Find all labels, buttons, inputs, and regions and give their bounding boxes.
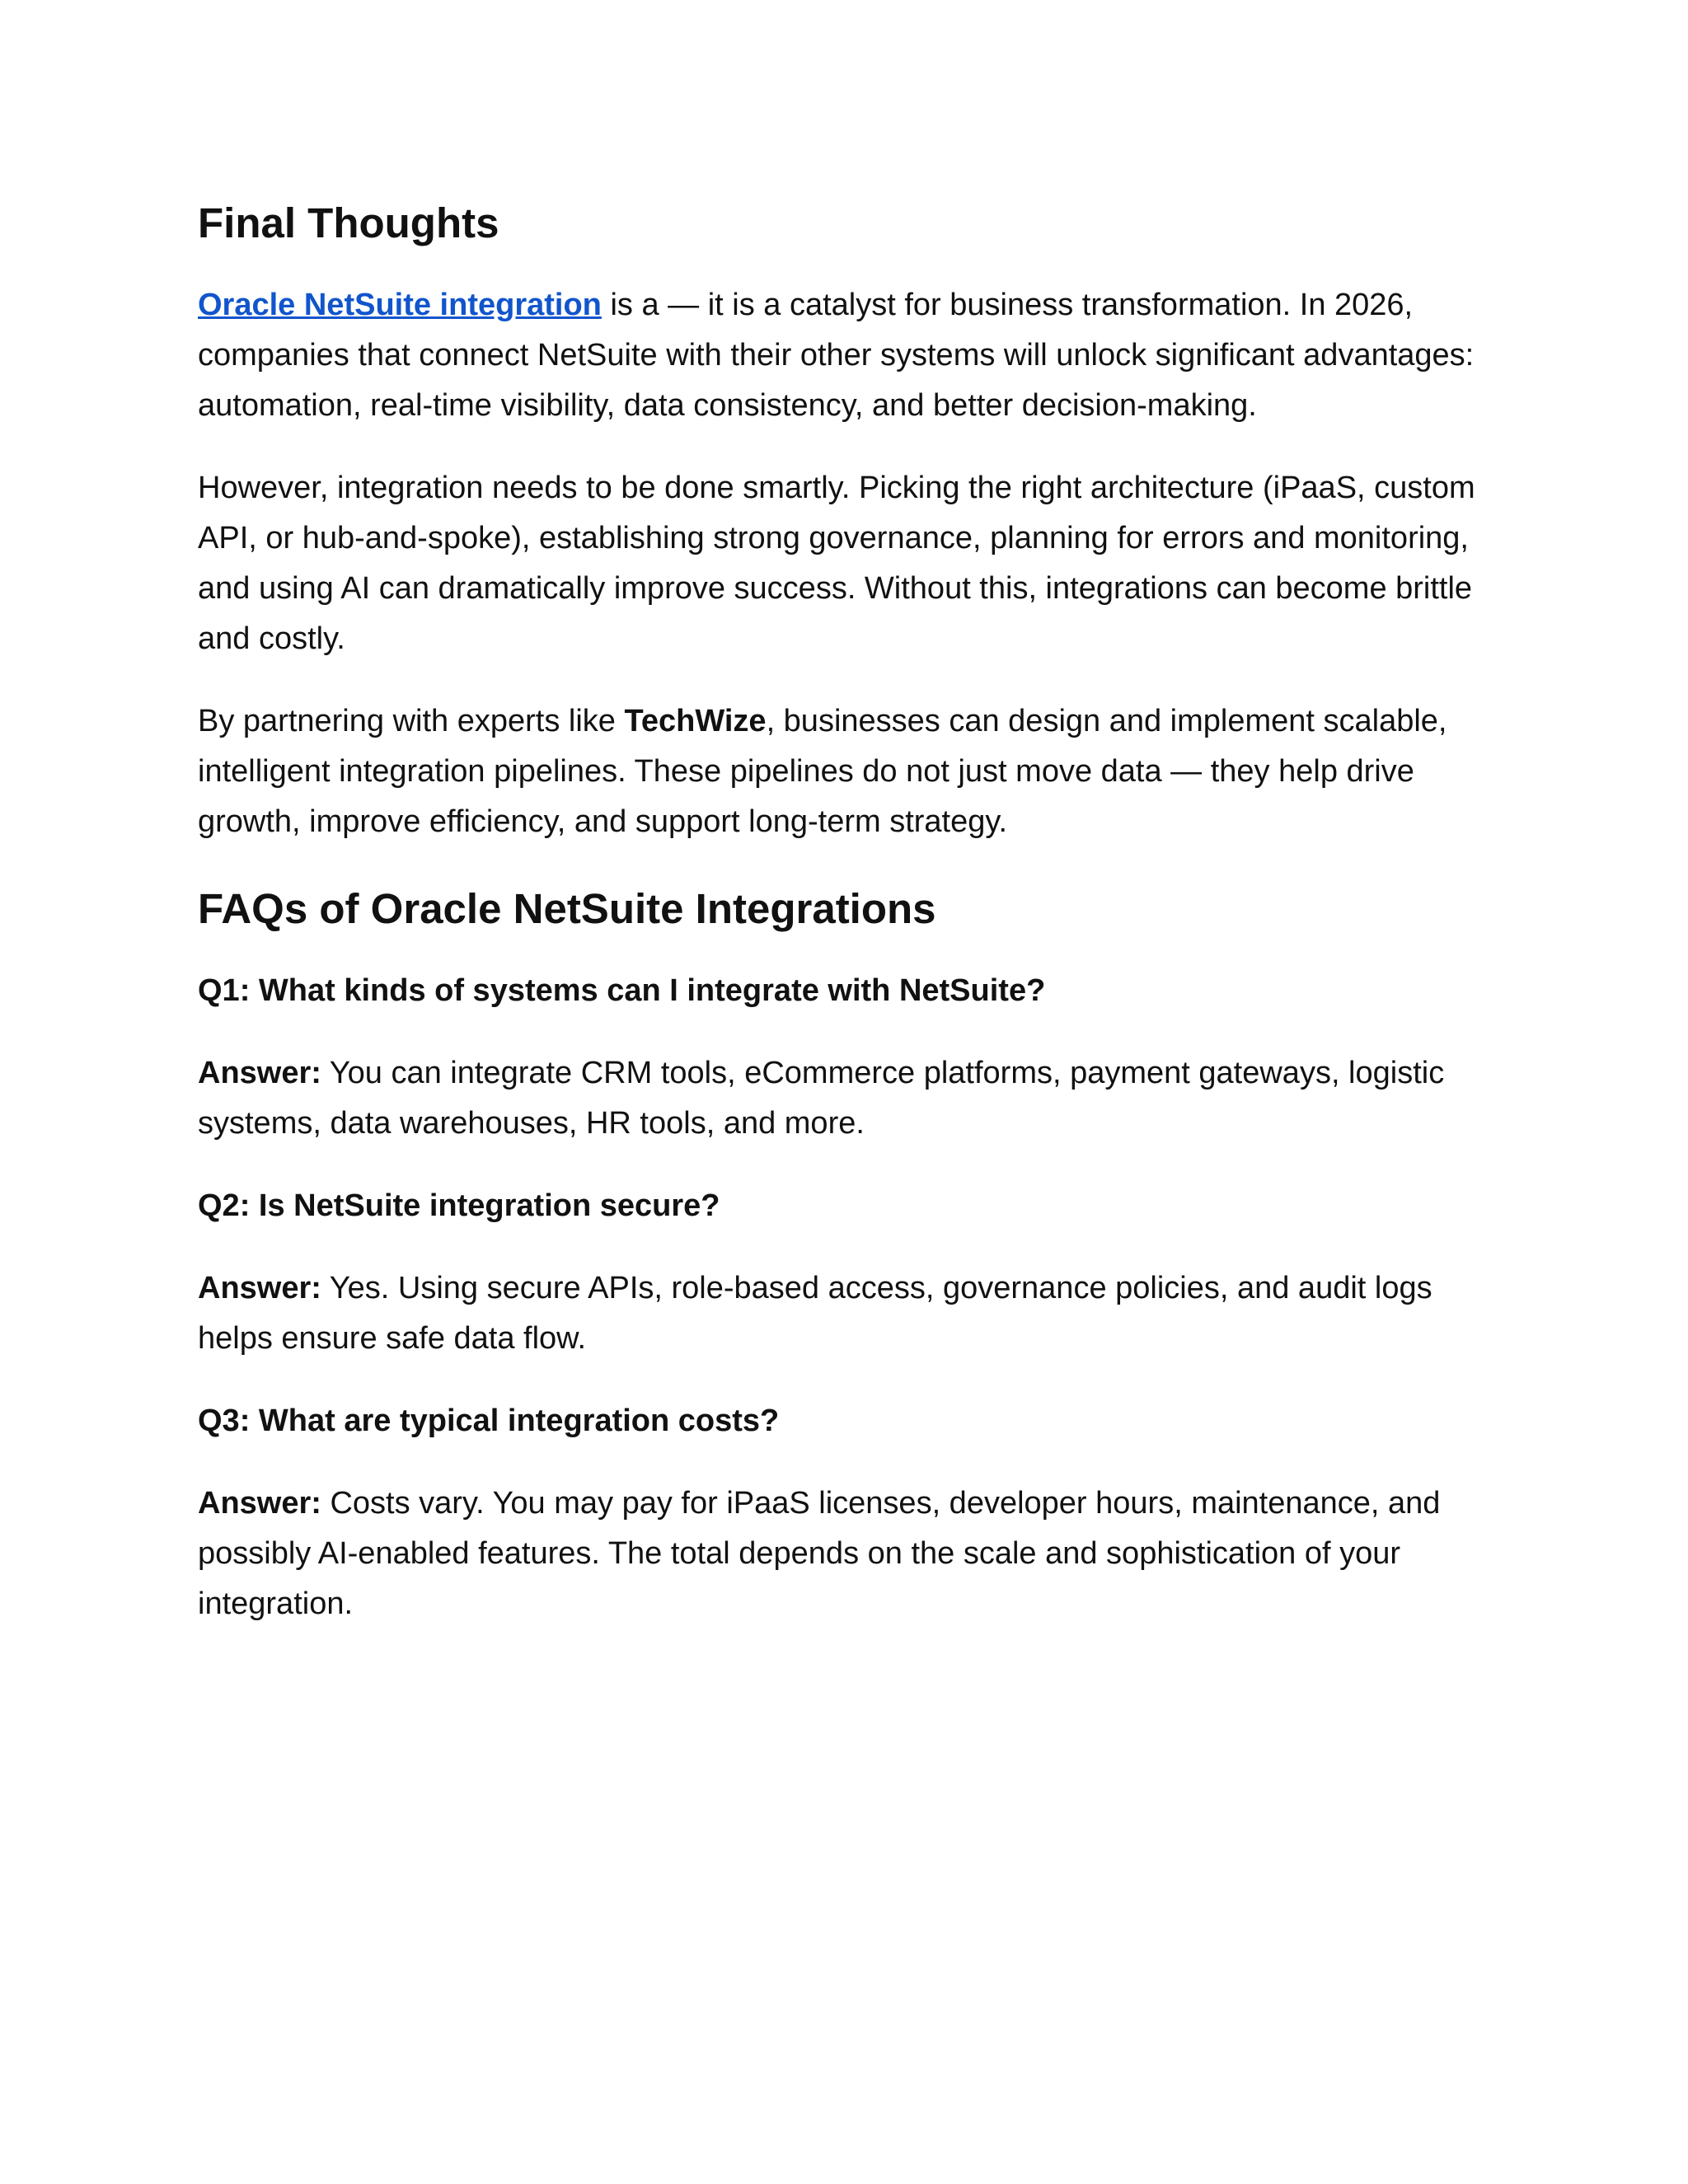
paragraph-3-text-before: By partnering with experts like <box>198 704 625 739</box>
paragraph-3-text-after: , businesses can design and implement scalable, intelligent integration pipelines. These pipelines do not just move data — they help drive growth, improve efficiency, and support long-term strategy. <box>198 704 1447 840</box>
answer-text: You can integrate CRM tools, eCommerce platforms, payment gateways, logistic systems, data warehouses, HR tools, and more. <box>198 1056 1445 1141</box>
faq-question-1: Q1: What kinds of systems can I integrate with NetSuite? <box>198 973 1046 1009</box>
faq-answer-1 <box>198 1048 1496 1149</box>
faq-answer-2 <box>198 1263 1496 1364</box>
faq-question-2: Q2: Is NetSuite integration secure? <box>198 1188 720 1224</box>
answer-text: Yes. Using secure APIs, role-based access, governance policies, and audit logs helps ensure safe data flow. <box>198 1271 1432 1357</box>
final-thoughts-heading: Final Thoughts <box>198 199 499 246</box>
final-thoughts-paragraph-2: However, integration needs to be done smartly. Picking the right architecture (iPaaS, custom API, or hub-and-spoke), establishing strong governance, planning for errors and monitoring, and using AI can dramatically improve success. Without this, integrations can become brittle and costly. <box>198 471 1475 657</box>
oracle-netsuite-integration-link[interactable]: Oracle NetSuite integration <box>198 288 602 323</box>
faqs-heading: FAQs of Oracle NetSuite Integrations <box>198 885 936 933</box>
final-thoughts-paragraph-1 <box>198 280 1496 431</box>
faq-question-3: Q3: What are typical integration costs? <box>198 1404 780 1439</box>
paragraph-1-text: is a — it is a catalyst for business transformation. In 2026, companies that connect NetSuite with their other systems will unlock significant advantages: automation, real-time visibility, data consistency, and better decision-making. <box>198 288 1475 424</box>
answer-text: Costs vary. You may pay for iPaaS licenses, developer hours, maintenance, and possibly AI-enabled features. The total depends on the scale and sophistication of your integration. <box>198 1486 1441 1622</box>
answer-label: Answer: <box>198 1056 321 1091</box>
techwize-bold-text: TechWize <box>624 704 767 739</box>
document-page <box>198 198 1496 1629</box>
faq-answer-3 <box>198 1479 1496 1629</box>
final-thoughts-paragraph-3 <box>198 696 1496 847</box>
answer-label: Answer: <box>198 1271 321 1306</box>
answer-label: Answer: <box>198 1486 321 1521</box>
